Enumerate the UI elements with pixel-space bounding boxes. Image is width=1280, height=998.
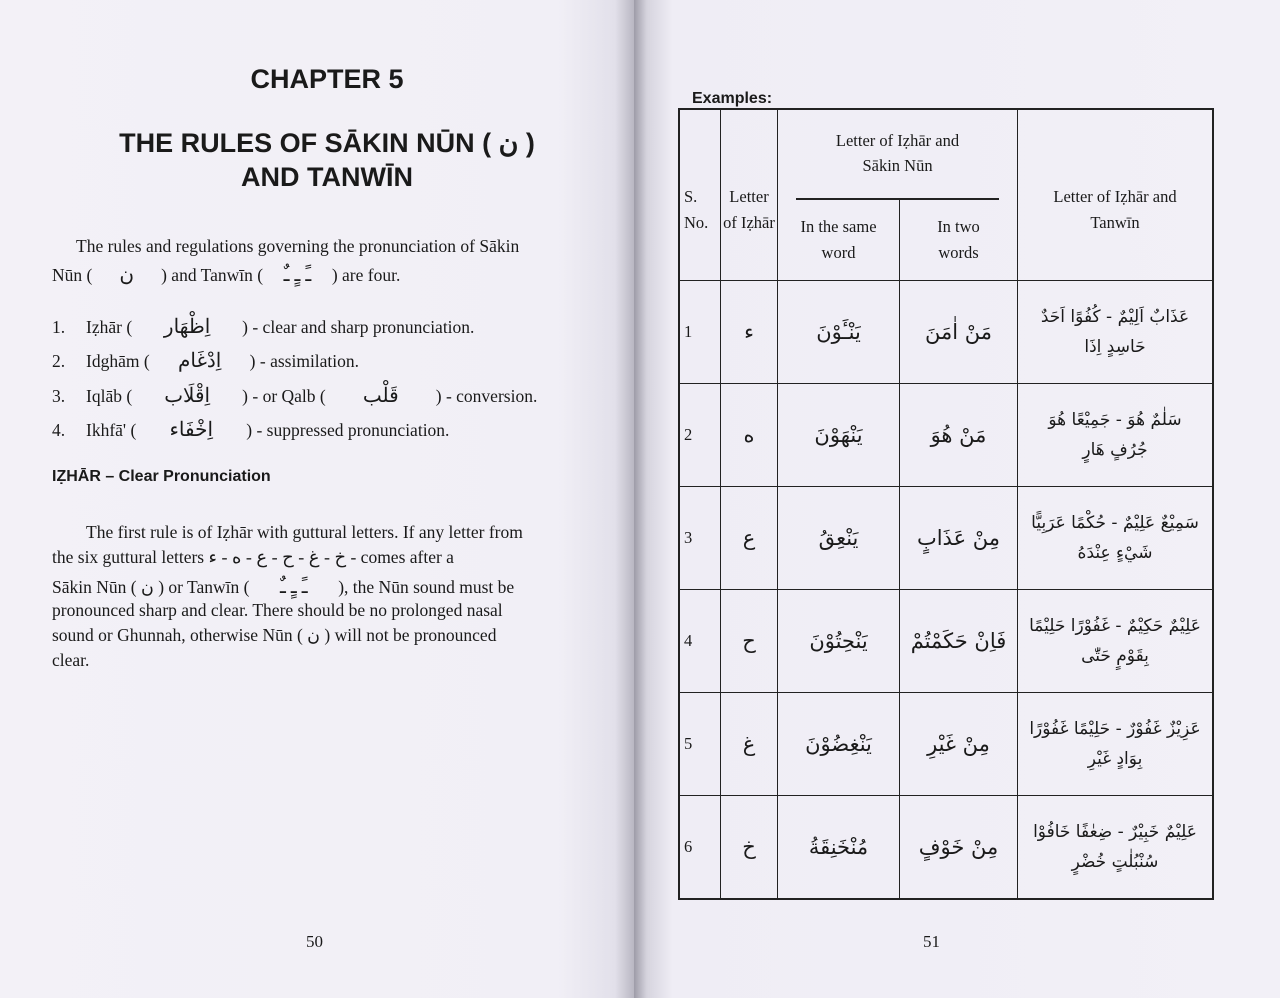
tanwin-example — [1018, 590, 1214, 693]
rule-desc: ) - or Qalb ( — [242, 386, 326, 406]
intro-text: Nūn ( — [52, 265, 93, 285]
rule-name: Ikhfā' ( — [86, 420, 137, 440]
tanwin-example-line2: شَيْءٍ عِنْدَهُ — [1077, 543, 1153, 563]
tanwin-example-line2: بِقَوْمٍ حَتّٰى — [1081, 646, 1149, 666]
paragraph-line: pronounced sharp and clear. There should be no prolonged nasal — [52, 600, 503, 620]
paragraph-line: sound or Ghunnah, otherwise Nūn ( ن ) will not be pronounced — [52, 625, 497, 645]
rule-desc: ) - suppressed pronunciation. — [246, 420, 450, 440]
rule-number: 4. — [52, 420, 66, 440]
tanwin-example-line1: عَلِيْمٌ خَبِيْرٌ - ضِعٰفًا خَافُوْا — [1033, 822, 1197, 842]
paragraph-line: The first rule is of Iẓhār with guttural letters. If any letter from — [86, 522, 523, 542]
paragraph-line — [52, 547, 454, 568]
tanwin-example — [1018, 693, 1214, 796]
izhar-letter: خ — [721, 796, 778, 900]
table-row — [679, 590, 1213, 693]
tanwin-example-line1: عَذَابٌ اَلِيْمٌ - كُفُوًا اَحَدٌ — [1040, 307, 1190, 327]
header-letter: Letter of Iẓhār — [721, 109, 778, 281]
header-same-word: In the same word — [800, 216, 877, 262]
row-number: 6 — [679, 796, 721, 900]
row-number: 1 — [679, 281, 721, 384]
same-word-example: يَنْهَوْنَ — [778, 384, 900, 487]
rule-arabic: اِقْلَاب — [164, 385, 211, 407]
two-words-example: مِنْ عَذَابٍ — [900, 487, 1018, 590]
table-row — [679, 796, 1213, 900]
rule-name: Iqlāb ( — [86, 386, 133, 406]
row-number: 5 — [679, 693, 721, 796]
same-word-example: مُنْخَنِقَةُ — [778, 796, 900, 900]
chapter-title-line2: AND TANWĪN — [241, 162, 413, 192]
rule-number: 3. — [52, 386, 66, 406]
izhar-letter: ح — [721, 590, 778, 693]
rule-name: Idghām ( — [86, 351, 150, 371]
same-word-example: يَنْحِتُوْنَ — [778, 590, 900, 693]
paragraph-line: clear. — [52, 650, 90, 670]
arabic-nun: ن — [119, 264, 135, 286]
chapter-label: CHAPTER 5 — [250, 64, 404, 94]
rule-number: 2. — [52, 351, 66, 371]
paragraph-text: ), the Nūn sound must be — [338, 577, 515, 597]
intro-line1: The rules and regulations governing the pronunciation of Sākin — [76, 236, 520, 256]
rule-item — [52, 383, 537, 408]
arabic-tanwin: ـً ـٍ ـٌ — [280, 576, 308, 598]
izhar-letter: ه — [721, 384, 778, 487]
tanwin-example — [1018, 796, 1214, 900]
table-row — [679, 384, 1213, 487]
intro-line2 — [52, 262, 400, 287]
izhar-letter: غ — [721, 693, 778, 796]
rule-desc: ) - clear and sharp pronunciation. — [242, 317, 475, 337]
header-two-words: In two words — [937, 216, 980, 262]
tanwin-example-line1: عَزِيْزٌ غَفُوْرٌ - حَلِيْمًا غَفُوْرًا — [1029, 719, 1201, 739]
paragraph-text: - comes after a — [350, 547, 454, 567]
tanwin-example-line2: جُرُفٍ هَارٍ — [1082, 440, 1148, 460]
two-words-example: مَنْ اٰمَنَ — [900, 281, 1018, 384]
tanwin-example-line1: عَلِيْمٌ حَكِيْمٌ - غَفُوْرًا حَلِيْمًا — [1029, 616, 1201, 636]
page-number: 50 — [306, 932, 323, 951]
intro-text: ) are four. — [331, 265, 401, 285]
tanwin-example-line1: سَلٰمٌ هُوَ - جَمِيْعًا هُوَ — [1048, 410, 1182, 430]
two-words-example: مَنْ هُوَ — [900, 384, 1018, 487]
same-word-example: يَنْعِقُ — [778, 487, 900, 590]
guttural-letters: خ - غ - ح - ع - ه - ء — [208, 547, 347, 567]
two-words-example: مِنْ خَوْفٍ — [900, 796, 1018, 900]
izhar-examples-table — [678, 108, 1214, 900]
examples-heading: Examples: — [692, 90, 773, 107]
rule-arabic: اِخْفَاء — [169, 419, 214, 441]
tanwin-example — [1018, 384, 1214, 487]
rule-arabic: اِدْغَام — [177, 350, 222, 372]
rule-desc: ) - assimilation. — [249, 351, 360, 371]
tanwin-example-line2: حَاسِدٍ اِذَا — [1084, 337, 1146, 357]
intro-text: ) and Tanwīn ( — [161, 265, 264, 285]
same-word-example: يَنْغِضُوْنَ — [778, 693, 900, 796]
header-sno: S. No. — [679, 109, 721, 281]
table-row — [679, 487, 1213, 590]
table-row — [679, 693, 1213, 796]
page-number: 51 — [923, 932, 940, 951]
section-heading: IẒHĀR – Clear Pronunciation — [52, 468, 271, 485]
header-group-label: Letter of Iẓhār and Sākin Nūn — [835, 131, 960, 175]
rule-arabic: قَلْب — [362, 385, 399, 407]
arabic-tanwin: ـً ـٍ ـٌ — [283, 264, 312, 286]
paragraph-text: the six guttural letters — [52, 547, 205, 567]
header-group — [778, 109, 1018, 281]
rule-name: Iẓhār ( — [86, 317, 133, 337]
tanwin-example-line1: سَمِيْعٌ عَلِيْمٌ - حُكْمًا عَرَبِيًّا — [1031, 513, 1199, 533]
rule-desc: ) - conversion. — [435, 386, 538, 406]
rule-arabic: اِظْهَار — [163, 316, 211, 338]
izhar-letter: ع — [721, 487, 778, 590]
tanwin-example — [1018, 281, 1214, 384]
left-page — [0, 0, 634, 998]
table-row — [679, 281, 1213, 384]
tanwin-example-line2: سُنْبُلٰتٍ خُضْرٍ — [1071, 852, 1159, 872]
same-word-example: يَنْـَٔوْنَ — [778, 281, 900, 384]
two-words-example: فَاِنْ حَكَمْتُمْ — [900, 590, 1018, 693]
tanwin-example-line2: بِوَادٍ غَيْرِ — [1087, 749, 1143, 769]
paragraph-line — [52, 574, 514, 599]
row-number: 3 — [679, 487, 721, 590]
row-number: 2 — [679, 384, 721, 487]
chapter-title-line1: THE RULES OF SĀKIN NŪN ( ن ) — [119, 128, 535, 158]
header-tanwin: Letter of Iẓhār and Tanwīn — [1018, 109, 1214, 281]
rule-number: 1. — [52, 317, 66, 337]
rule-item — [52, 348, 359, 373]
rule-item — [52, 314, 474, 339]
paragraph-text: Sākin Nūn ( ن ) or Tanwīn ( — [52, 577, 250, 597]
rule-item — [52, 417, 449, 442]
tanwin-example — [1018, 487, 1214, 590]
izhar-letter: ء — [721, 281, 778, 384]
two-words-example: مِنْ غَيْرِ — [900, 693, 1018, 796]
row-number: 4 — [679, 590, 721, 693]
